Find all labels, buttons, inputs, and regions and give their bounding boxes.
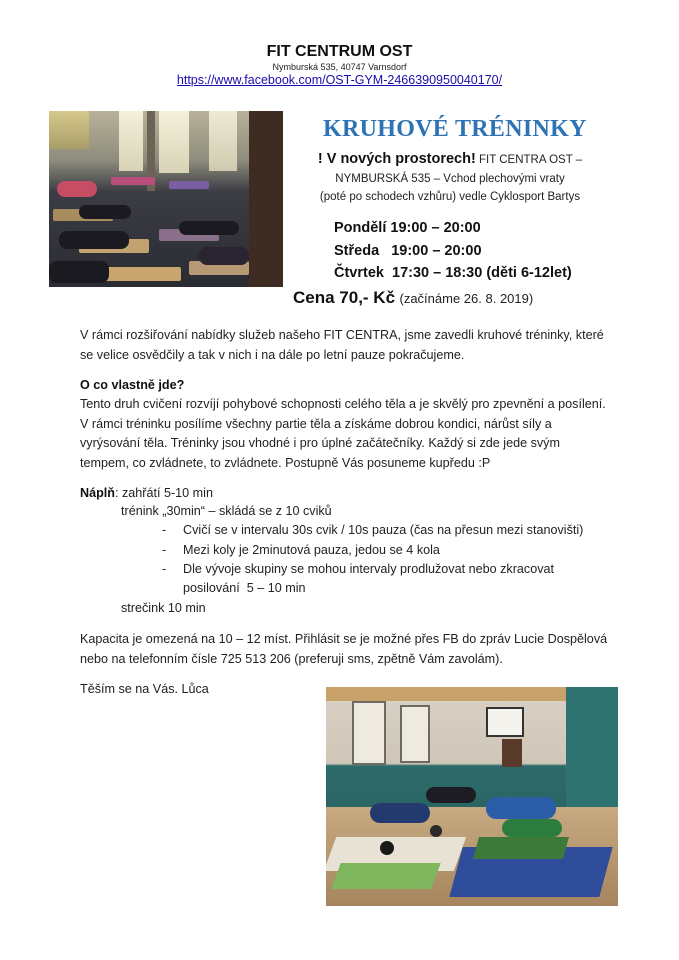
org-address: Nymburská 535, 40747 Varnsdorf <box>272 62 407 72</box>
capacity-paragraph: Kapacita je omezená na 10 – 12 míst. Přihlásit se je možné přes FB do zpráv Lucie Dospělová nebo na telefonním čísle 725 513 206 (preferuji sms, zpětně Vám zavolám). <box>80 632 608 666</box>
intro-line-1 <box>300 151 600 167</box>
content-label: Náplň <box>80 486 115 500</box>
content-warmup-row <box>80 484 610 504</box>
price: Cena 70,- Kč <box>293 288 396 307</box>
photo-gym-room <box>49 111 283 287</box>
bullet-item: Mezi koly je 2minutová pauza, jedou se 4 kola <box>183 543 440 557</box>
greeting: Těším se na Vás. Lůca <box>80 682 209 696</box>
intro-lead: ! V nových prostorech! <box>317 151 476 167</box>
page-title: KRUHOVÉ TRÉNINKY <box>323 116 587 142</box>
intro-line-3: (poté po schodech vzhůru) vedle Cyklosport Bartys <box>319 191 581 203</box>
schedule-wednesday: Středa 19:00 – 20:00 <box>334 243 482 259</box>
intro-paragraph: V rámci rozšiřování nabídky služeb našeho FIT CENTRA, jsme zavedli kruhové tréninky, které se velice osvědčily a tak v nich i na dále po letní pauze pokračujeme. <box>80 328 604 362</box>
photo-gym-hall <box>326 687 618 906</box>
content-training: trénink „30min“ – skládá se z 10 cviků <box>121 504 332 518</box>
schedule-thursday: Čtvrtek 17:30 – 18:30 (děti 6-12let) <box>334 265 572 281</box>
schedule-monday: Pondělí 19:00 – 20:00 <box>334 220 481 236</box>
bullet-marker: - <box>162 543 167 557</box>
description-paragraph: Tento druh cvičení rozvíjí pohybové schopnosti celého těla a je skvělý pro zpevnění a posílení. V rámci tréninku posílíme všechny partie těla a získáme dobrou kondici, nárůst síly a vyrýsování těla. Tréninky jsou vhodné i pro úplné začátečníky. Každý si zde jede svým tempem, co zvládnete, to zvládnete. Postupně Vás posuneme kupředu :P <box>80 397 606 470</box>
bullet-item: Cvičí se v intervalu 30s cvik / 10s pauza (čas na přesun mezi stanovišti) <box>183 523 584 537</box>
intro-line-1-rest: FIT CENTRA OST – <box>475 154 583 166</box>
bullet-item: Dle vývoje skupiny se mohou intervaly prodlužovat nebo zkracovat <box>183 562 555 576</box>
bullet-marker: - <box>162 523 167 537</box>
content-stretch: strečink 10 min <box>121 601 206 615</box>
question-heading: O co vlastně jde? <box>80 378 185 392</box>
bullet-item-continuation: posilování 5 – 10 min <box>183 581 306 595</box>
facebook-link[interactable]: https://www.facebook.com/OST-GYM-2466390950040170/ <box>176 73 503 87</box>
price-row <box>293 288 533 308</box>
intro-line-2: NYMBURSKÁ 535 – Vchod plechovými vraty <box>335 173 565 185</box>
price-note: (začínáme 26. 8. 2019) <box>399 291 534 306</box>
bullet-marker: - <box>162 562 167 576</box>
org-name: FIT CENTRUM OST <box>266 43 413 60</box>
content-warmup: : zahřátí 5-10 min <box>114 486 213 500</box>
